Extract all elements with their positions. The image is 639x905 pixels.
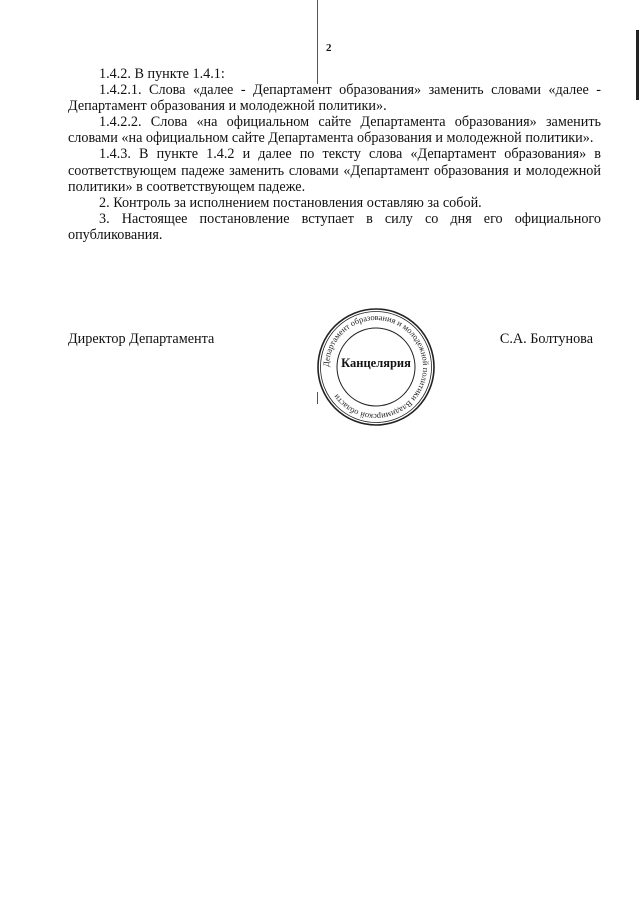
paragraph-1-4-2-1: 1.4.2.1. Слова «далее - Департамент образования» заменить словами «далее - Департамент образования и молодежной политики». xyxy=(68,82,601,115)
page-number: 2 xyxy=(326,42,332,54)
document-body xyxy=(68,66,601,243)
signatory-position: Директор Департамента xyxy=(68,331,215,347)
signatory-name: С.А. Болтунова xyxy=(499,331,593,347)
paragraph-1-4-3: 1.4.3. В пункте 1.4.2 и далее по тексту слова «Департамент образования» в соответствующем падеже заменить словами «Департамент образования и молодежной политики» в соответствующем падеже. xyxy=(68,146,601,195)
stamp-center-text: Канцелярия xyxy=(341,356,411,370)
paragraph-2: 2. Контроль за исполнением постановления оставляю за собой. xyxy=(99,194,482,211)
stamp-ring-text: Департамент образования и молодежной политики Владимирской области xyxy=(321,312,431,422)
paragraph-1-4-2: 1.4.2. В пункте 1.4.1: xyxy=(99,66,225,82)
paragraph-1-4-2-2: 1.4.2.2. Слова «на официальном сайте Департамента образования» заменить словами «на официальном сайте Департамента образования и молодежной политики». xyxy=(68,114,601,147)
paragraph-3: 3. Настоящее постановление вступает в силу со дня его официального опубликования. xyxy=(68,210,601,243)
official-stamp xyxy=(315,306,437,428)
